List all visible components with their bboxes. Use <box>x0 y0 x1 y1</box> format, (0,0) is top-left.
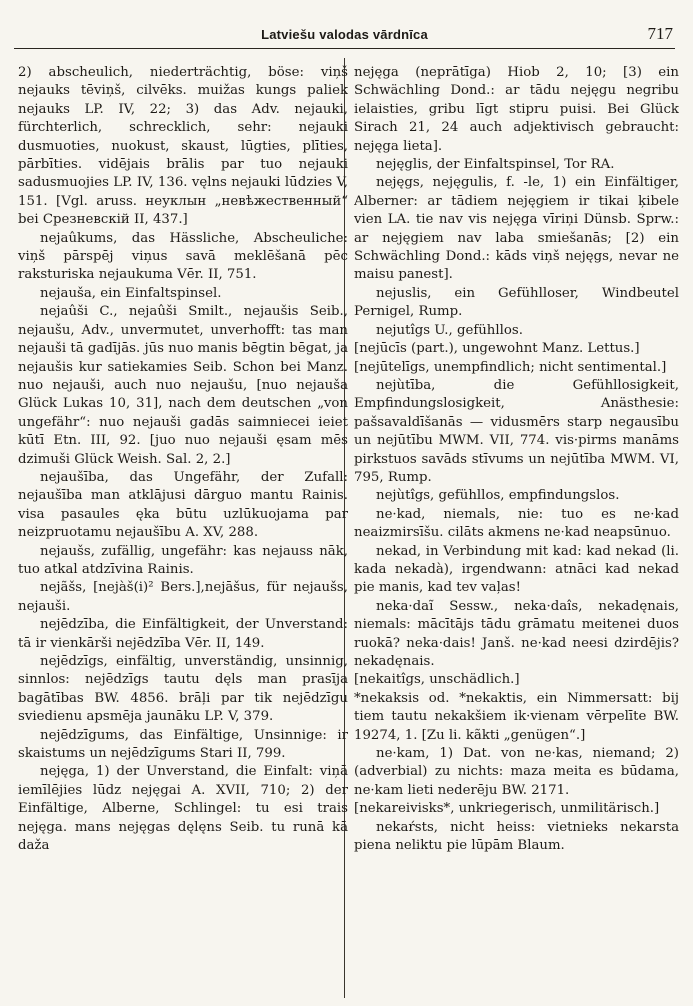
entry-nejedzigs: nejēdzīgs, einfältig, unverständig, unsinnig, sinnlos: nejēdzīgs tautu dęls man prasīja bagātības BW. 4856. brāļi par tik nejēdzīgu sviedienu apsmēja jaunāku LP. V, 379. <box>18 654 348 725</box>
entry-nekaksis: *nekaksis od. *nekaktis, ein Nimmersatt: bij tiem tautu nekakšiem ik·vienam vērpelīte BW. 19274, 1. [Zu li. kãkti „genügen“.] <box>354 690 679 743</box>
entry-continuation: nejęga (neprātīga) Hiob 2, 10; [3) ein Schwächling Dond.: ar tādu nejęgu negribu ielaisties, gribu līgt stipru puisi. Bei Glück Sirach 21, 24 auch adjektivisch gebraucht: nejęga lieta]. <box>354 65 679 154</box>
entry-nejass: nejãšs, [nejàš(i)² Bers.],nejāšus, für nejaušs, nejauši. <box>18 580 348 614</box>
entry-nejutigs-2: nejùtîgs, gefühllos, empfindungslos. <box>376 488 620 504</box>
entry-nejegs: nejęgs, nejęgulis, f. -le, 1) ein Einfältiger, Alberner: ar tādiem nejęgiem ir tikai ķibele vien LA. tie nav vis nejęga vīriņi Dünsb. Sprw.: ar nejęgiem nav laba smiešanās; [2) ein Schwächling Dond.: kāds viņš nejęgs, nevar ne maisu panest]. <box>354 175 679 283</box>
entry-ne-kam: ne·kam, 1) Dat. von ne·kas, niemand; 2) (adverbial) zu nichts: maza meita es būdama, ne·kam lieti nederēju BW. 2171. <box>354 746 679 798</box>
entry-nejedziba: nejēdzība, die Einfältigkeit, der Unverstand: tā ir vienkārši nejēdzība Vēr. II, 149. <box>18 617 348 651</box>
left-column <box>18 64 348 994</box>
entry-nejucis: [nejūcīs (part.), ungewohnt Manz. Lettus.] <box>354 341 640 357</box>
entry-continuation: 2) abscheulich, niederträchtig, böse: viņš nejauks tēviņš, cilvēks. muižas kungs paliek nejauks LP. IV, 22; 3) das Adv. nejauki, fürchterlich, schrecklich, sehr: nejauki dusmuoties, nuokust, skaust, lūgties, plīties, pārbīties. vidējais brālis par tuo nejauki sadusmuojies LP. IV, 136. vęlns nejauki lūdzies V, 151. [Vgl. aruss. неуклын „невѣжественный“ bei Срезневскій II, 437.] <box>18 65 348 228</box>
entry-nejutigs: nejutîgs U., gefühllos. <box>376 322 523 338</box>
entry-nejeglis: nejęglis, der Einfaltspinsel, Tor RA. <box>376 157 615 173</box>
right-column <box>354 64 679 994</box>
entry-nejausi: nejaûši C., nejaûši Smilt., nejaušis Seib., nejaušu, Adv., unvermutet, unverhofft: tas man nejauši tā gadījās. jūs nuo manis bēgtin bēgat, ja nejaušis kur satiekamies Seib. Schon bei Manz. nuo nejauši, auch nuo nejaušu, [nuo nejauša Glück Lukas 10, 31], nach dem deutschen „von ungefähr“: nuo nejauši gadās saimniecei ieiet kūtī Etn. III, 92. [juo nuo nejauši ęsam mēs dzimuši Glück Weish. Sal. 2, 2.] <box>18 304 348 467</box>
entry-nekarsts: nekaŕsts, nicht heiss: vietnieks nekarsta piena neliktu pie lūpām Blaum. <box>354 819 679 854</box>
entry-nejutiba: nejùtība, die Gefühllosigkeit, Empfindungslosigkeit, Anästhesie: pašsavaldīšanās — vidusmērs starp negausību un nejūtību MWM. VII, 774. vis·pirms manāms pirkstuos savāds stīvums un nejūtība MWM. VI, 795, Rump. <box>354 377 679 485</box>
entry-nejedzigums: nejēdzīgums, das Einfältige, Unsinnige: ir skaistums un nejēdzīgums Stari II, 799. <box>18 727 348 762</box>
entry-nejausa: nejauša, ein Einfaltspinsel. <box>40 285 222 301</box>
entry-nejauss: nejaušs, zufällig, ungefähr: kas nejauss nāk, tuo atkal atdzīvina Rainis. <box>18 543 348 577</box>
entry-nejuteligs: [nejūtelīgs, unempfindlich; nicht sentimental.] <box>354 359 667 375</box>
entry-nekaitigs: [nekaitîgs, unschädlich.] <box>354 672 520 688</box>
entry-nekadai: neka·daĩ Sessw., neka·daîs, nekadęnais, niemals: mācītājs tādu grāmatu meitenei duos ruokā? neka·dais! Janš. ne·kad neesi dzirdējis? nekadęnais. <box>354 598 679 669</box>
entry-nekareivisks: [nekareivisks*, unkriegerisch, unmilitärisch.] <box>354 801 660 817</box>
running-title: Latviešu valodas vārdnīca <box>261 27 428 42</box>
page-number: 717 <box>647 24 673 43</box>
entry-nejega: nejęga, 1) der Unverstand, die Einfalt: viņā iemīlējies lūdz nejęgai A. XVII, 710; 2) der Einfältige, Alberne, Schlingel: tu esi trais nejęga. mans nejęgas dęlęns Seib. tu runā kā daža <box>18 764 348 854</box>
entry-nejaukums: nejaûkums, das Hässliche, Abscheuliche: viņš pārspēj viņus savā meklēšanā pēc raksturiska nejaukuma Vēr. II, 751. <box>18 230 348 283</box>
entry-ne-kad: ne·kad, niemals, nie: tuo es ne·kad neaizmirsīšu. cilāts akmens ne·kad neapsūnuo. <box>354 506 679 541</box>
entry-nekad: nekad, in Verbindung mit kad: kad nekad (li. kada nekadà), irgendwann: atnāci kad nekad pie manis, kad tev vaļas! <box>354 543 679 596</box>
entry-nejausiba: nejaušība, das Ungefähr, der Zufall: nejaušība man atklājusi dārguo mantu Rainis. visa pasaules ęka būtu uzlūkuojama par neizpruotamu nejaušību A. XV, 288. <box>18 469 348 541</box>
entry-nejuslis: nejuslis, ein Gefühlloser, Windbeutel Pernigel, Rump. <box>354 285 679 320</box>
page-header <box>14 24 675 49</box>
